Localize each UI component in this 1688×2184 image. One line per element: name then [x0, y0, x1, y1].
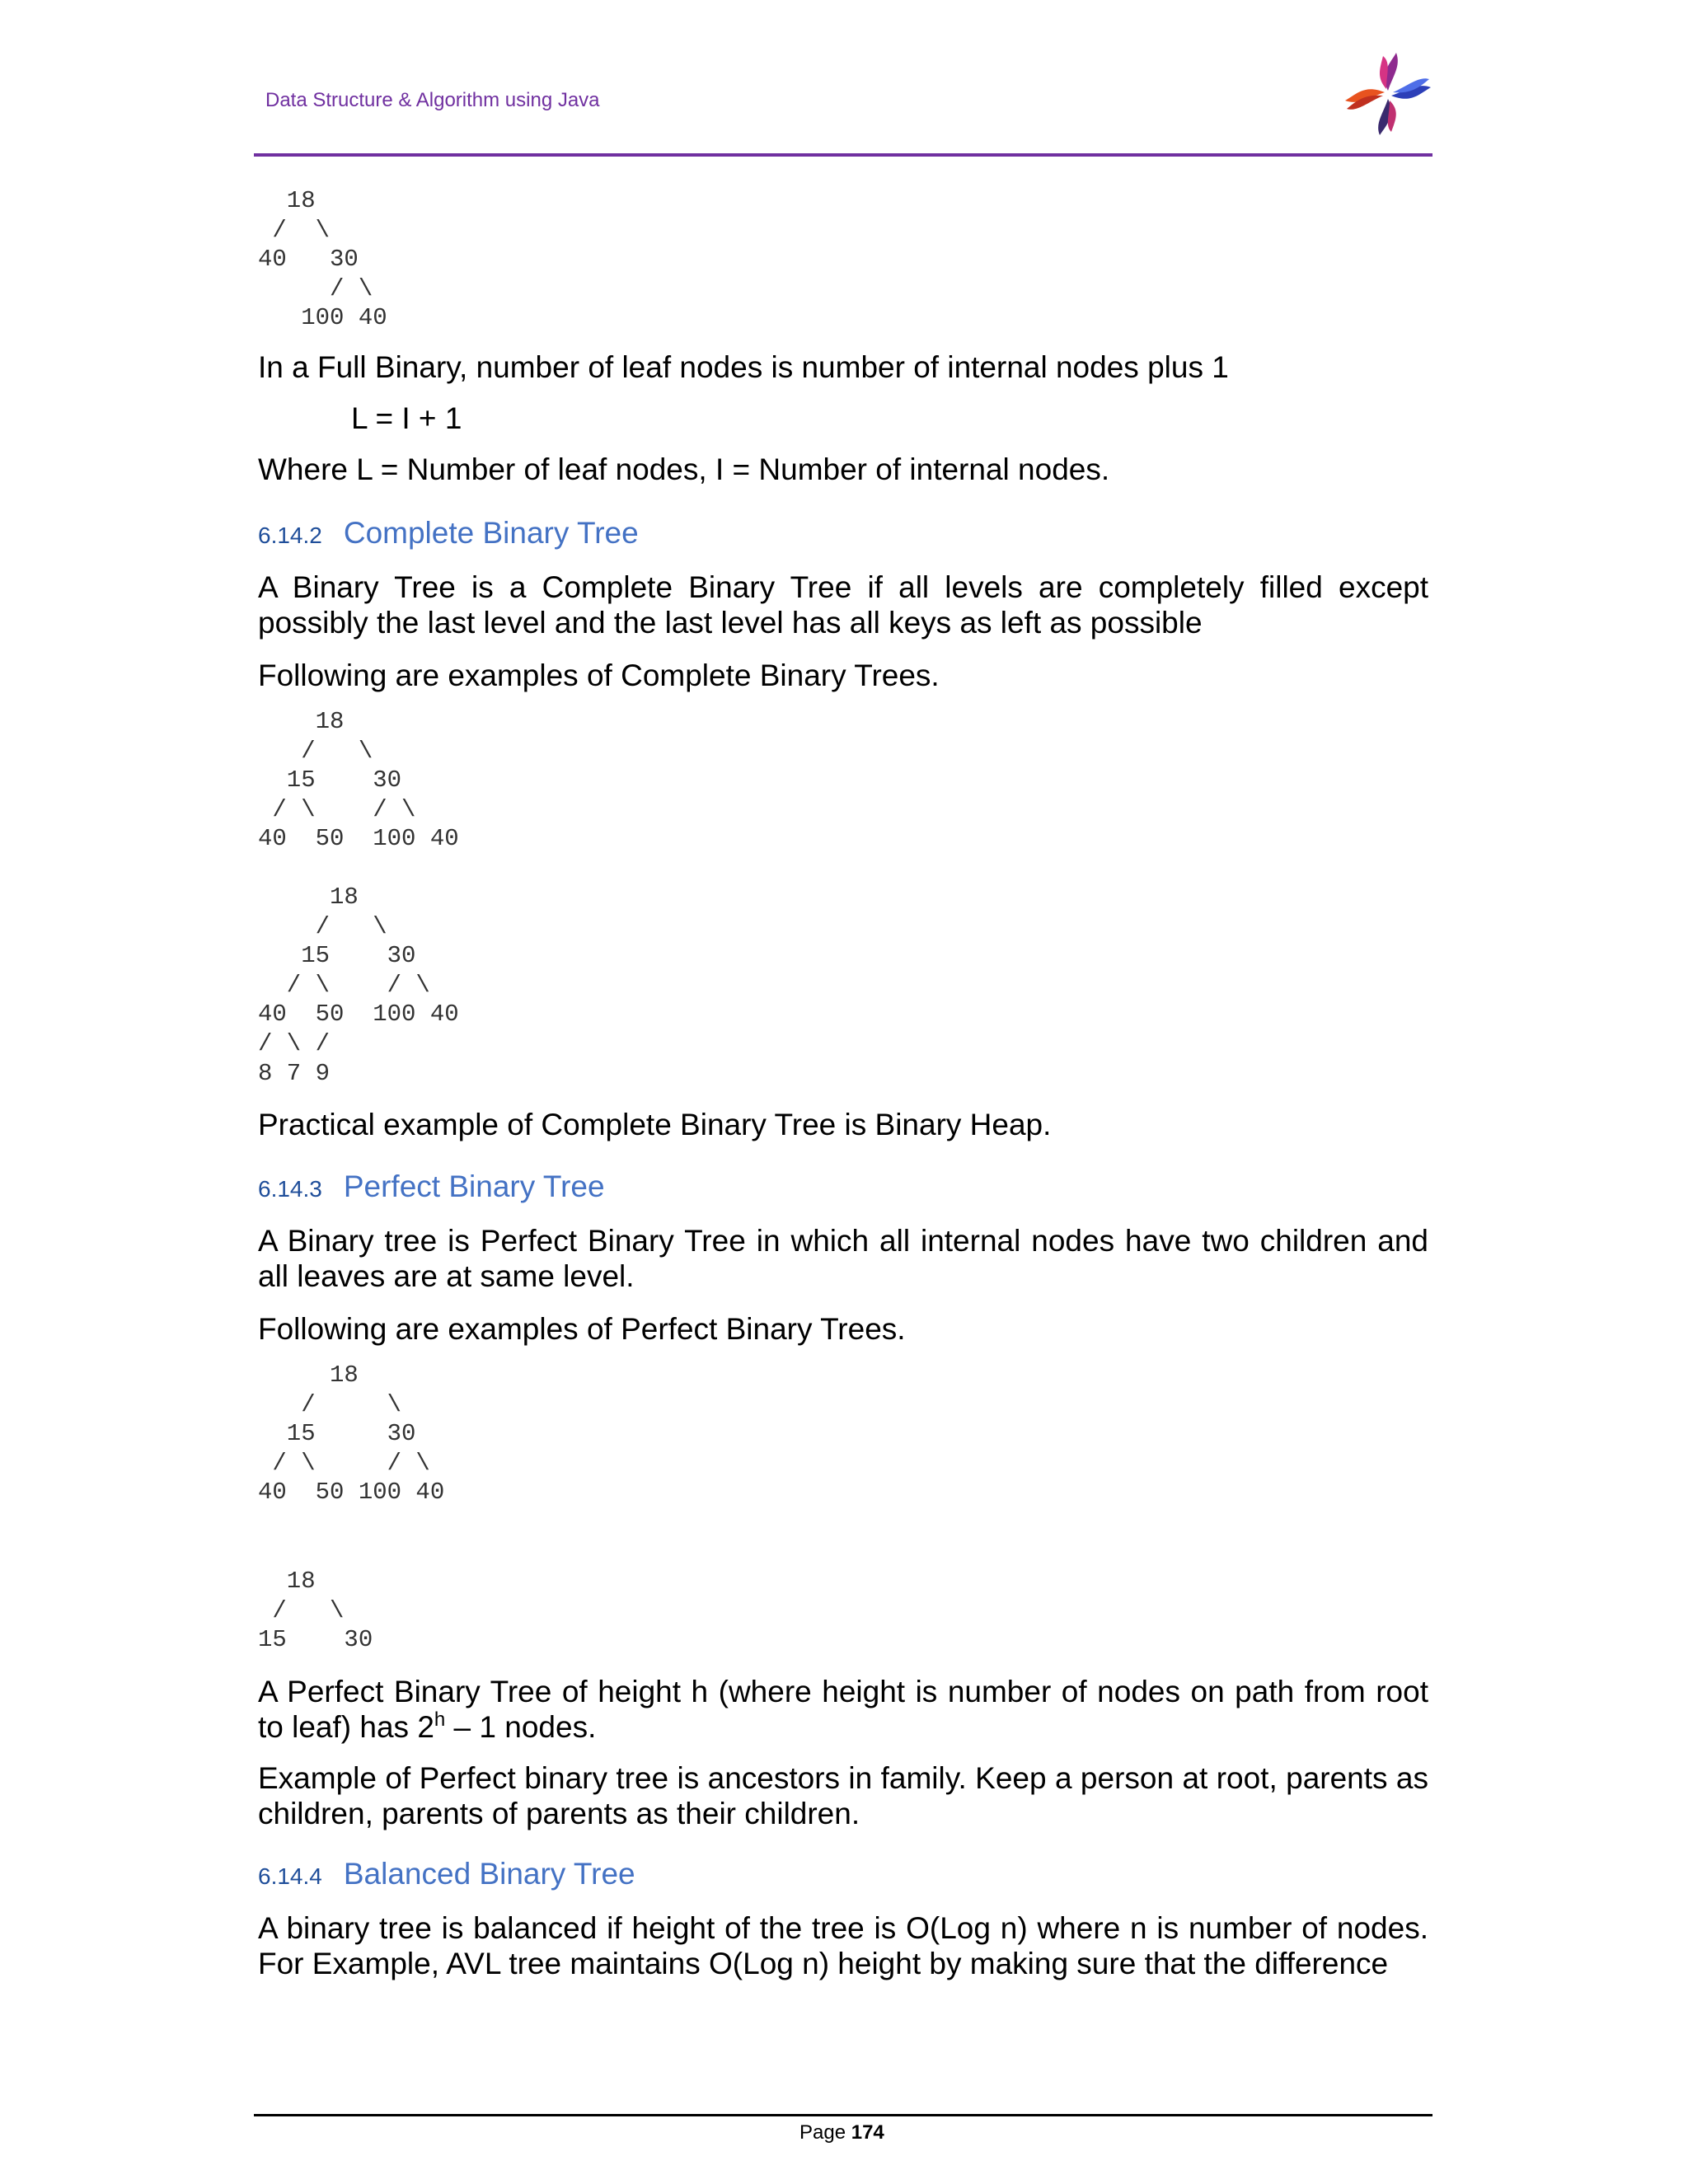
- tree-diagram-full-binary: 18 / \ 40 30 / \ 100 40: [258, 187, 387, 332]
- complete-practical-example: Practical example of Complete Binary Tree is Binary Heap.: [258, 1108, 1052, 1141]
- page-number-value: 174: [851, 2121, 884, 2144]
- tree-diagram-perfect-1: 18 / \ 15 30 / \ / \ 40 50 100 40: [258, 1361, 445, 1507]
- section-title: Perfect Binary Tree: [343, 1169, 605, 1203]
- page-number: [799, 2121, 884, 2144]
- section-heading-perfect-binary-tree: [258, 1169, 605, 1204]
- publisher-logo-icon: [1342, 51, 1434, 137]
- formula-explanation: Where L = Number of leaf nodes, I = Number of internal nodes.: [258, 452, 1110, 486]
- balanced-definition-paragraph: A binary tree is balanced if height of the tree is O(Log n) where n is number of nodes. For Example, AVL tree maintains O(Log n) height by making sure that the difference: [258, 1911, 1428, 1980]
- tree-diagram-complete-1: 18 / \ 15 30 / \ / \ 40 50 100 40: [258, 708, 459, 853]
- footer-rule: [254, 2114, 1432, 2116]
- section-title: Balanced Binary Tree: [343, 1857, 635, 1891]
- tree-diagram-complete-2: 18 / \ 15 30 / \ / \ 40 50 100 40 / \ / 8 7 9: [258, 883, 459, 1087]
- section-title: Complete Binary Tree: [343, 516, 639, 550]
- header-title: Data Structure & Algorithm using Java: [265, 89, 600, 111]
- perfect-definition-paragraph: A Binary tree is Perfect Binary Tree in which all internal nodes have two children and all leaves are at same level.: [258, 1224, 1428, 1293]
- tree-diagram-perfect-2: 18 / \ 15 30: [258, 1568, 373, 1654]
- perfect-height-suffix: – 1 nodes.: [445, 1710, 597, 1744]
- section-number: 6.14.2: [258, 523, 322, 548]
- perfect-height-text: A Perfect Binary Tree of height h (where height is number of nodes on path from root to leaf) has 2: [258, 1675, 1428, 1744]
- section-number: 6.14.3: [258, 1176, 322, 1202]
- height-exponent: h: [434, 1708, 446, 1731]
- perfect-examples-intro: Following are examples of Perfect Binary Trees.: [258, 1312, 906, 1346]
- complete-definition-paragraph: A Binary Tree is a Complete Binary Tree if all levels are completely filled except possibly the last level and the last level has all keys as left as possible: [258, 570, 1428, 640]
- section-number: 6.14.4: [258, 1863, 322, 1889]
- header-rule: [254, 153, 1432, 157]
- full-binary-paragraph: In a Full Binary, number of leaf nodes is number of internal nodes plus 1: [258, 350, 1229, 384]
- leaf-formula: L = I + 1: [351, 401, 462, 435]
- perfect-height-paragraph: [258, 1674, 1428, 1745]
- section-heading-balanced-binary-tree: [258, 1857, 635, 1891]
- section-heading-complete-binary-tree: [258, 516, 639, 551]
- page-label: Page: [799, 2121, 846, 2144]
- complete-examples-intro: Following are examples of Complete Binary Trees.: [258, 658, 940, 692]
- perfect-family-paragraph: Example of Perfect binary tree is ancestors in family. Keep a person at root, parents as children, parents of parents as their children.: [258, 1761, 1428, 1830]
